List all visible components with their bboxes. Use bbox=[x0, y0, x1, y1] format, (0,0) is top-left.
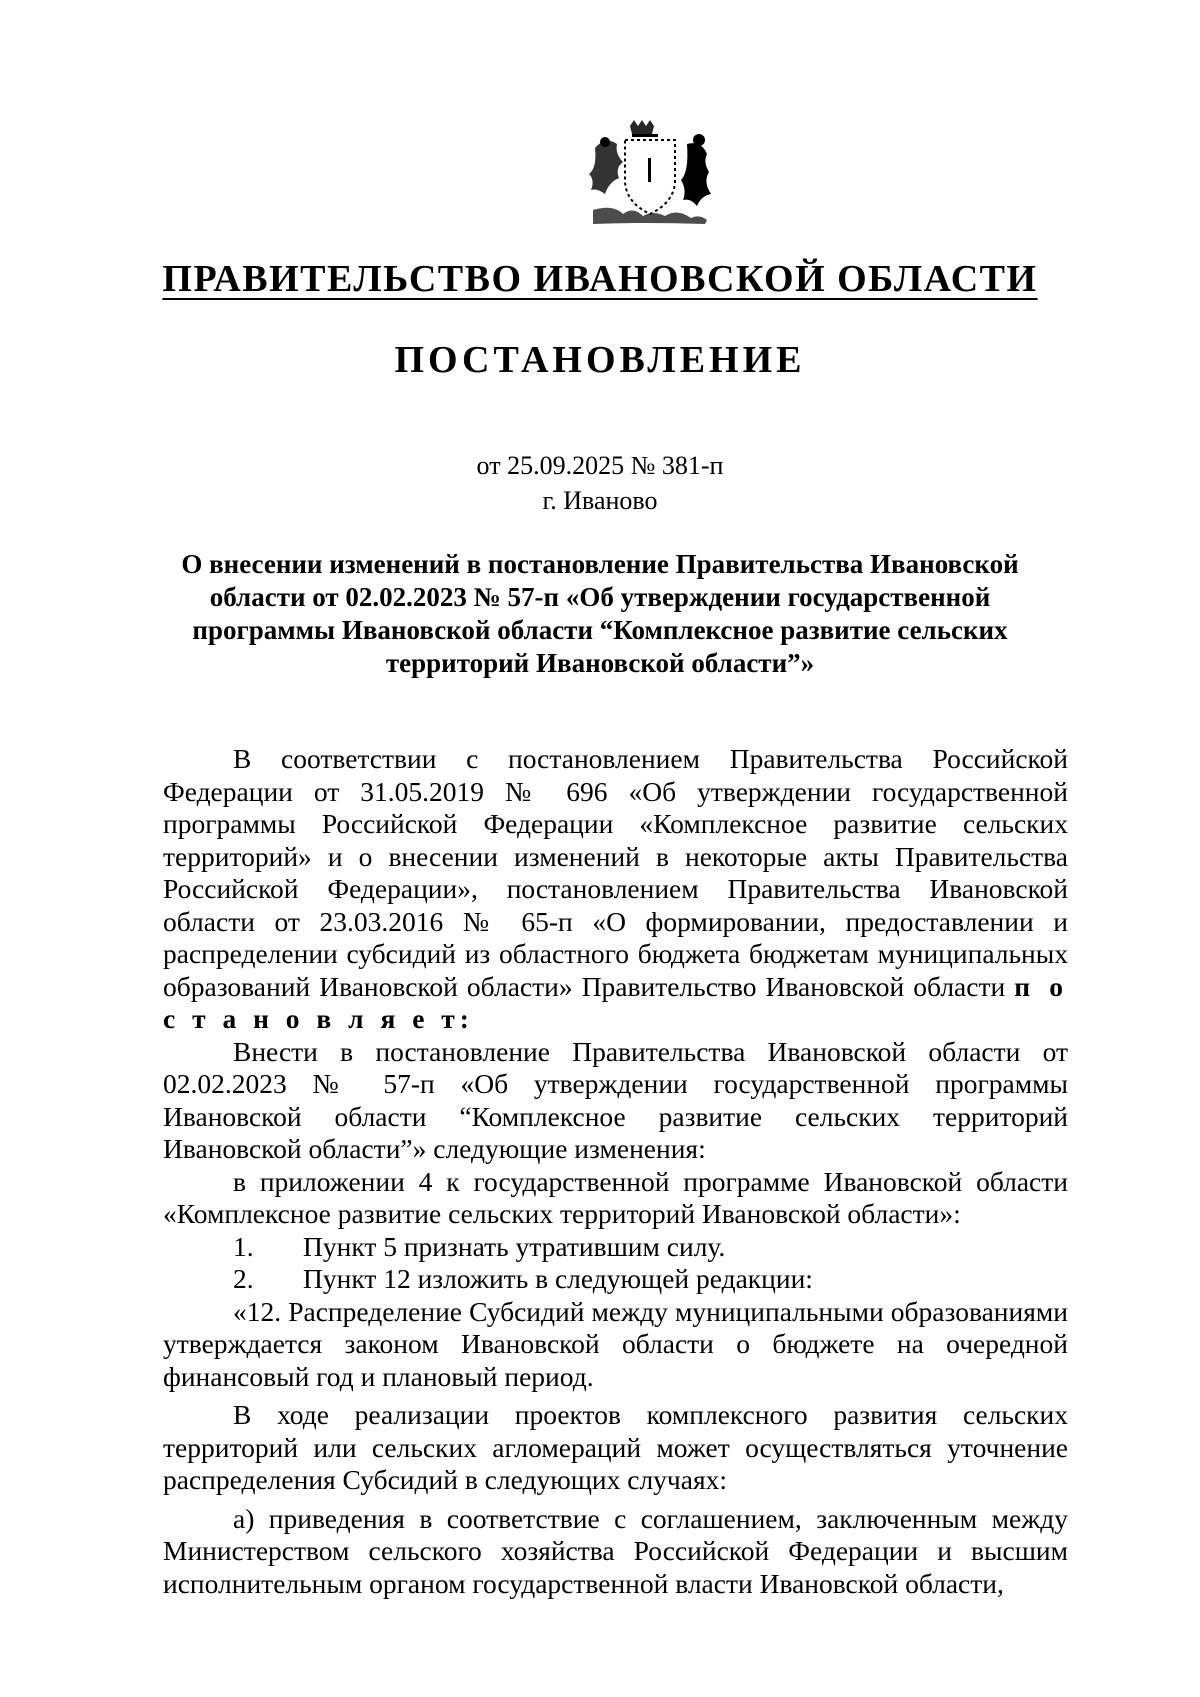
resolves-word: п о с т а н о в л я е т: bbox=[163, 970, 1068, 1034]
city: г. Иваново bbox=[542, 486, 658, 515]
list-item bbox=[163, 1263, 1068, 1296]
list-item-text: Пункт 5 признать утратившим силу. bbox=[303, 1230, 726, 1262]
list-item-number: 1. bbox=[233, 1230, 254, 1262]
subpoint-a-paragraph: а) приведения в соответствие с соглашением, заключенным между Министерством сельского хозяйства Российской Федерации и высшим исполнительным органом государственной власти Ивановской области, bbox=[163, 1502, 1068, 1599]
list-item-text: Пункт 12 изложить в следующей редакции: bbox=[303, 1263, 813, 1294]
preamble-paragraph bbox=[163, 743, 1068, 1036]
intro-paragraph: Внести в постановление Правительства Ивановской области от 02.02.2023 № 57-п «Об утверждении государственной программы Ивановской области “Комплексное развитие сельских территорий Ивановской области”» следующие изменения: bbox=[163, 1035, 1068, 1164]
list-item bbox=[163, 1231, 1068, 1264]
list-item-number: 2. bbox=[233, 1263, 254, 1294]
document-body bbox=[163, 743, 1068, 1600]
document-title: О внесении изменений в постановление Правительства Ивановской области от 02.02.2023 № 57-п «Об утверждении государственной программы Ивановской области “Комплексное развитие сельских территорий Ивановской области”» bbox=[181, 549, 1019, 678]
government-name: ПРАВИТЕЛЬСТВО ИВАНОВСКОЙ ОБЛАСТИ bbox=[162, 258, 1038, 300]
refine-paragraph: В ходе реализации проектов комплексного развития сельских территорий или сельских агломераций может осуществляться уточнение распределения Субсидий в следующих случаях: bbox=[163, 1399, 1068, 1495]
point-12-paragraph: «12. Распределение Субсидий между муниципальными образованиями утверждается законом Ивановской области о бюджете на очередной финансовый год и плановый период. bbox=[163, 1295, 1068, 1392]
appendix-paragraph: в приложении 4 к государственной программе Ивановской области «Комплексное развитие сельских территорий Ивановской области»: bbox=[163, 1165, 1068, 1229]
document-type: ПОСТАНОВЛЕНИЕ bbox=[394, 339, 806, 381]
document-meta bbox=[0, 448, 1200, 518]
preamble-text: В соответствии с постановлением Правительства Российской Федерации от 31.05.2019 № 696 «Об утверждении государственной программы Российской Федерации «Комплексное развитие сельских территорий» и о внесении изменений в некоторые акты Правительства Российской Федерации», постановлением Правительства Ивановской области от 23.03.2016 № 65-п «О формировании, предоставлении и распределении субсидий из областного бюджета бюджетам муниципальных образований Ивановской области» Правительство Ивановской области bbox=[163, 743, 1068, 1002]
coat-of-arms-emblem bbox=[575, 118, 725, 230]
date-number: от 25.09.2025 № 381-п bbox=[476, 451, 724, 480]
